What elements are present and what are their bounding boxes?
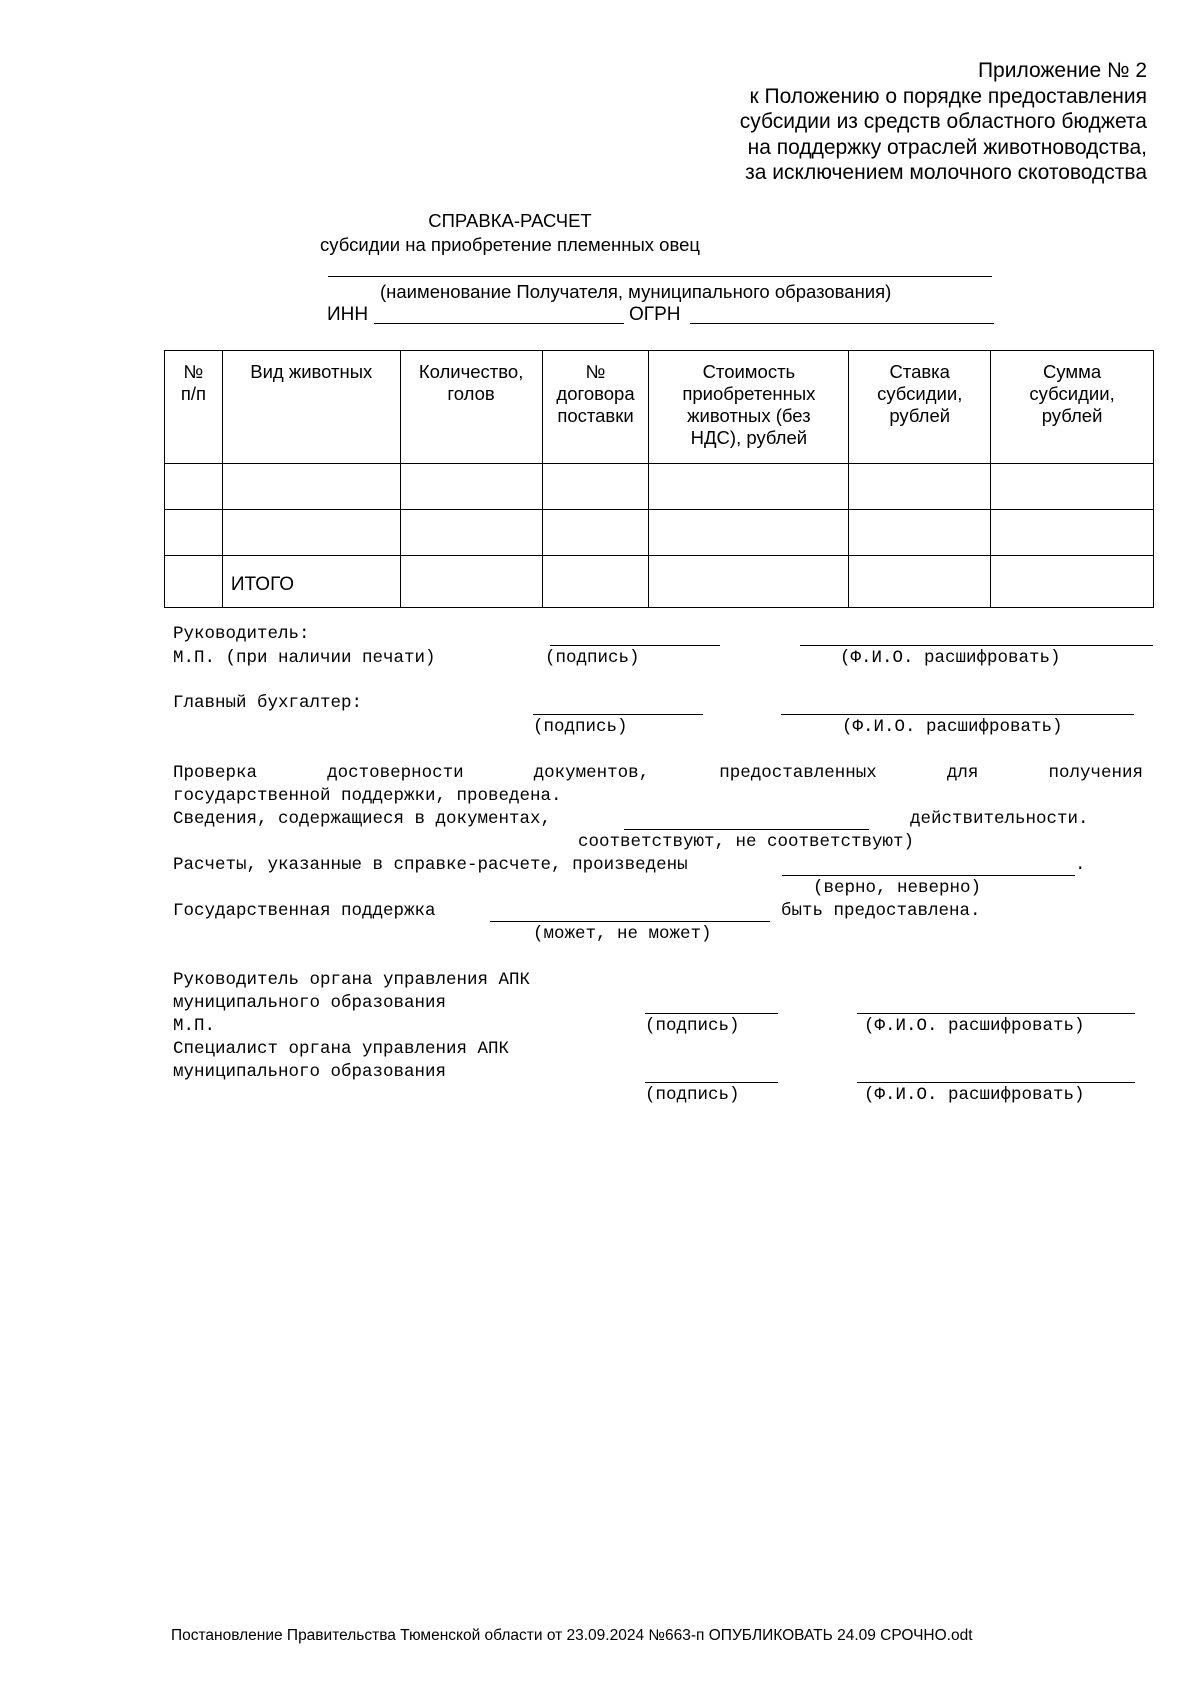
fio-caption: (Ф.И.О. расшифровать) (864, 1085, 1085, 1105)
apk-head-label-2: муниципального образования (173, 993, 447, 1013)
table-cell[interactable] (222, 510, 400, 556)
info-fill-line[interactable] (624, 829, 869, 830)
inn-line (374, 323, 624, 324)
chief-accountant-label: Главный бухгалтер: (173, 693, 363, 713)
head-signature-line[interactable] (550, 645, 720, 646)
calc-caption: (верно, неверно) (813, 878, 982, 898)
support-prefix: Государственная поддержка (173, 901, 436, 921)
support-suffix: быть предоставлена. (781, 901, 981, 921)
col-header-amount: Сумма субсидии, рублей (991, 351, 1154, 464)
table-cell[interactable] (542, 464, 649, 510)
head-label: Руководитель: (173, 624, 310, 644)
calc-suffix: . (1075, 855, 1086, 875)
table-cell[interactable] (649, 464, 849, 510)
appendix-line: субсидии из средств областного бюджета (739, 110, 1147, 133)
table-cell[interactable] (649, 556, 849, 608)
document-subtitle: субсидии на приобретение племенных овец (320, 234, 700, 255)
table-cell[interactable] (222, 464, 400, 510)
col-header-contract-number: № договора поставки (542, 351, 649, 464)
table-cell[interactable] (165, 464, 223, 510)
ogrn-line (690, 323, 994, 324)
support-caption: (может, не может) (533, 924, 712, 944)
accountant-signature-line[interactable] (533, 714, 703, 715)
fio-caption: (Ф.И.О. расшифровать) (842, 717, 1063, 737)
table-cell[interactable] (849, 510, 991, 556)
table-cell[interactable] (165, 556, 223, 608)
ogrn-label: ОГРН (629, 304, 681, 325)
table-row (165, 510, 1154, 556)
calc-fill-line[interactable] (782, 875, 1075, 876)
appendix-line: к Положению о порядке предоставления (749, 84, 1147, 108)
apk-stamp-label: М.П. (173, 1016, 216, 1036)
col-header-rate: Ставка субсидии, рублей (849, 351, 991, 464)
signature-caption: (подпись) (645, 1085, 740, 1105)
apk-spec-label: Специалист органа управления АПК (173, 1039, 510, 1059)
signature-caption: (подпись) (645, 1016, 740, 1036)
apk-spec-label-2: муниципального образования (173, 1062, 447, 1082)
subsidy-table (164, 350, 1154, 608)
document-title: СПРАВКА-РАСЧЕТ (428, 210, 592, 231)
recipient-caption: (наименование Получателя, муниципального образования) (380, 281, 892, 302)
table-cell[interactable] (991, 510, 1154, 556)
fio-caption: (Ф.И.О. расшифровать) (840, 648, 1061, 668)
apk-spec-fio-line[interactable] (857, 1082, 1135, 1083)
info-caption: соответствуют, не соответствуют) (578, 832, 915, 852)
table-cell[interactable] (849, 464, 991, 510)
footer-file-name: Постановление Правительства Тюменской области от 23.09.2024 №663-п ОПУБЛИКОВАТЬ 24.09 СРОЧНО.odt (171, 1627, 973, 1644)
verification-line-1: Проверка достоверности документов, предоставленных для получения (173, 763, 1143, 783)
appendix-line: на поддержку отраслей животноводства, (747, 135, 1147, 159)
inn-label: ИНН (327, 304, 369, 325)
calc-prefix: Расчеты, указанные в справке-расчете, произведены (173, 855, 688, 875)
signature-caption: (подпись) (533, 717, 628, 737)
table-cell[interactable] (400, 556, 542, 608)
support-fill-line[interactable] (490, 921, 770, 922)
accountant-fio-line[interactable] (781, 714, 1134, 715)
info-prefix: Сведения, содержащиеся в документах, (173, 809, 552, 829)
table-row (165, 464, 1154, 510)
signature-caption: (подпись) (545, 648, 640, 668)
table-cell[interactable] (991, 464, 1154, 510)
table-cell[interactable] (165, 510, 223, 556)
appendix-line: за исключением молочного скотоводства (745, 161, 1147, 184)
verification-line-2: государственной поддержки, проведена. (173, 786, 562, 806)
fio-caption: (Ф.И.О. расшифровать) (864, 1016, 1085, 1036)
table-cell[interactable] (400, 464, 542, 510)
table-cell[interactable] (542, 556, 649, 608)
col-header-animal-type: Вид животных (222, 351, 400, 464)
head-fio-line[interactable] (800, 645, 1153, 646)
apk-head-label: Руководитель органа управления АПК (173, 970, 531, 990)
total-label: ИТОГО (222, 556, 400, 608)
col-header-quantity: Количество, голов (400, 351, 542, 464)
table-cell[interactable] (991, 556, 1154, 608)
table-cell[interactable] (542, 510, 649, 556)
stamp-label: М.П. (при наличии печати) (173, 648, 436, 668)
appendix-line: Приложение № 2 (977, 59, 1147, 82)
table-cell[interactable] (849, 556, 991, 608)
info-suffix: действительности. (910, 809, 1089, 829)
table-total-row (165, 556, 1154, 608)
apk-head-signature-line[interactable] (645, 1013, 778, 1014)
recipient-name-line (328, 276, 992, 277)
col-header-number: № п/п (165, 351, 223, 464)
table-header-row (165, 351, 1154, 464)
apk-spec-signature-line[interactable] (645, 1082, 778, 1083)
table-cell[interactable] (649, 510, 849, 556)
appendix-header (547, 58, 1147, 186)
apk-head-fio-line[interactable] (857, 1013, 1135, 1014)
table-cell[interactable] (400, 510, 542, 556)
col-header-cost: Стоимость приобретенных животных (без НДС), рублей (649, 351, 849, 464)
